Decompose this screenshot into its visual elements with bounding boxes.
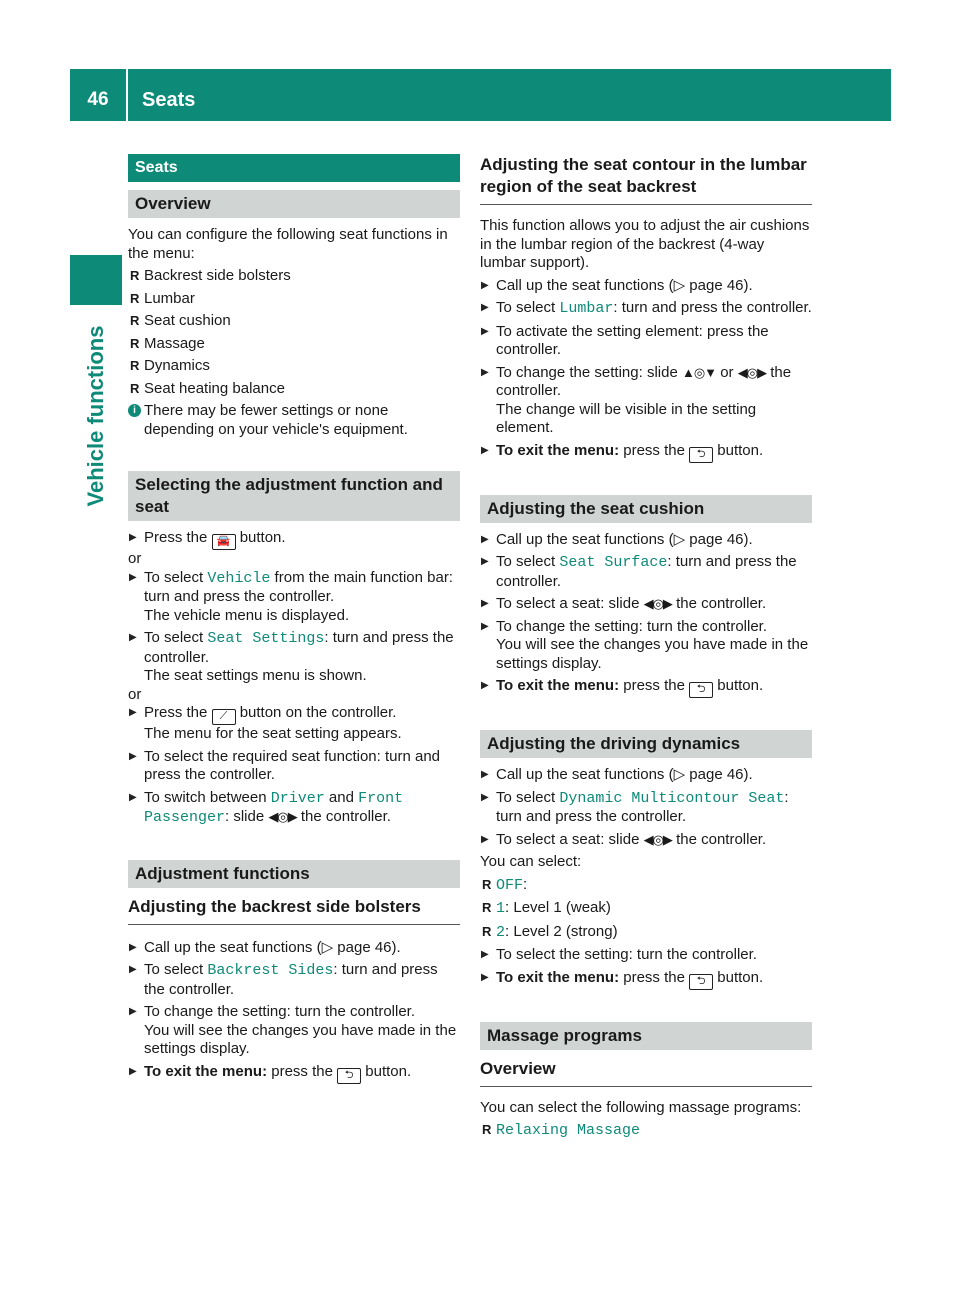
step-result: The menu for the seat setting appears. [144, 725, 402, 742]
step [128, 569, 460, 626]
step-text: button. [713, 968, 764, 986]
menu-item-front-passenger: Front Passenger [144, 789, 404, 826]
menu-item-dynamic-multicontour-seat: Dynamic Multicontour Seat [559, 789, 785, 807]
step-text: button on the controller. [235, 704, 397, 721]
menu-item-seat-surface: Seat Surface [559, 554, 668, 571]
step-text: and [324, 788, 359, 806]
info-icon: i [128, 404, 141, 417]
option-text: : [523, 875, 528, 893]
step-text: Press the [144, 529, 212, 546]
heading-massage-programs: Massage programs [480, 1022, 812, 1050]
step-text: : slide [225, 808, 269, 825]
or-text: or [128, 685, 142, 703]
step-text: button. [713, 441, 764, 459]
step-text: from the main function bar: turn and press the controller. [144, 568, 453, 605]
back-icon: ⮌ [337, 1068, 361, 1084]
step-text: To select [144, 961, 208, 978]
step-text: To select [496, 788, 560, 806]
step [480, 595, 812, 614]
list-item [480, 1121, 812, 1141]
step-text: press the [619, 677, 690, 694]
step-text: To change the setting: slide [496, 363, 682, 381]
controller-slide-icon: ◀◎▶ [737, 364, 767, 380]
heading-seat-cushion: Adjusting the seat cushion [480, 495, 812, 523]
can-select-text: You can select: [480, 853, 582, 870]
step [128, 629, 460, 686]
step-text: To select [144, 629, 208, 646]
list-item [480, 923, 812, 943]
menu-item-backrest-sides: Backrest Sides [207, 962, 334, 979]
menu-item-driver: Driver [270, 789, 325, 807]
step-text: To select a seat: slide [496, 595, 644, 612]
menu-item-level-2: 2 [496, 923, 506, 941]
side-section-label [70, 316, 122, 516]
step [128, 789, 460, 828]
page-number: 46 [87, 89, 109, 110]
step-text: button. [235, 529, 286, 546]
step-text: button. [713, 677, 764, 694]
step-text: or [716, 363, 738, 381]
step [480, 969, 812, 990]
step-text: To change the setting: turn the controller. [496, 617, 768, 635]
heading-adjustment-functions: Adjustment functions [128, 860, 460, 888]
section-bar-seats: Seats [128, 154, 460, 182]
step-label: To exit the menu: [496, 677, 620, 694]
step-text: To select a seat: slide [496, 830, 644, 848]
lumbar-intro: This function allows you to adjust the air cushions in the lumbar region of the backrest (4-way lumbar support). [480, 217, 810, 271]
step-text: the controller. [496, 363, 792, 399]
right-column [480, 154, 812, 1141]
step-text: To select [496, 553, 560, 570]
step-result: The vehicle menu is displayed. [144, 606, 350, 624]
side-tab-marker [70, 255, 122, 305]
controller-slide-icon: ◀◎▶ [268, 809, 297, 824]
step-text: : turn and press the controller. [144, 629, 454, 666]
list-item: R Seat cushion [128, 312, 460, 331]
step [480, 553, 812, 591]
step [128, 1063, 460, 1084]
step-label: To exit the menu: [144, 1062, 268, 1080]
step-result: You will see the changes you have made in the settings display. [144, 1021, 457, 1057]
subheading-backrest: Adjusting the backrest side bolsters [128, 896, 460, 925]
controller-slide-icon: ◀◎▶ [643, 831, 672, 847]
heading-overview: Overview [128, 190, 460, 218]
list-item [480, 876, 812, 896]
step [480, 618, 812, 674]
step-result: The change will be visible in the setting element. [496, 400, 757, 436]
seat-icon: ⟋ [212, 709, 236, 725]
step [480, 442, 812, 463]
step-text: the controller. [296, 808, 391, 825]
step: ▶ To activate the setting element: press the controller. [480, 323, 812, 360]
list-item [480, 899, 812, 919]
step [128, 704, 460, 744]
step: ▶ To select the required seat function: turn and press the controller. [128, 748, 460, 785]
step-text: press the [619, 441, 690, 459]
list-item: R Backrest side bolsters [128, 267, 460, 286]
back-icon: ⮌ [689, 447, 713, 463]
list-item: R Lumbar [128, 290, 460, 309]
controller-slide-icon: ◀◎▶ [643, 596, 672, 611]
header-divider [126, 69, 128, 121]
menu-item-level-1: 1 [496, 900, 506, 917]
step: ▶ Call up the seat functions (▷ page 46). [480, 766, 812, 785]
heading-selecting: Selecting the adjustment function and seat [128, 471, 460, 521]
step-text: the controller. [671, 595, 767, 612]
menu-item-vehicle: Vehicle [207, 569, 271, 587]
step-text: To switch between [144, 788, 271, 806]
step [480, 677, 812, 698]
step-text: Press the [144, 704, 212, 721]
step-text: : turn and press the controller. [613, 299, 812, 316]
step-text: To select [496, 299, 560, 316]
step [480, 831, 812, 850]
step: ▶ Call up the seat functions (▷ page 46). [128, 939, 460, 958]
menu-item-relaxing-massage: Relaxing Massage [496, 1122, 641, 1139]
list-item: R Dynamics [128, 357, 460, 376]
menu-item-lumbar: Lumbar [559, 300, 614, 317]
step-text: button. [361, 1062, 412, 1080]
heading-driving-dynamics: Adjusting the driving dynamics [480, 730, 812, 758]
step-text: press the [619, 968, 690, 986]
controller-updown-icon: ▲◎▼ [681, 364, 717, 380]
page-header [70, 69, 891, 121]
massage-intro: You can select the following massage programs: [480, 1098, 802, 1116]
step-text: To change the setting: turn the controller. [144, 1003, 416, 1020]
step-text: : turn and press the controller. [496, 788, 789, 825]
step [480, 789, 812, 827]
left-column [128, 154, 460, 1084]
overview-intro: You can configure the following seat functions in the menu: [128, 226, 448, 262]
step [128, 961, 460, 999]
option-text: : Level 2 (strong) [505, 922, 618, 940]
menu-item-off: OFF [496, 876, 524, 894]
list-item: R Massage [128, 335, 460, 354]
menu-item-seat-settings: Seat Settings [207, 630, 325, 647]
step-text: press the [267, 1062, 338, 1080]
step-label: To exit the menu: [496, 441, 620, 459]
info-note [128, 402, 460, 439]
step [480, 364, 812, 438]
info-note-text: There may be fewer settings or none depending on your vehicle's equipment. [144, 402, 408, 438]
step-result: You will see the changes you have made in the settings display. [496, 636, 809, 672]
car-icon: 🚘 [212, 534, 236, 550]
subheading-massage-overview: Overview [480, 1058, 812, 1087]
step: ▶ To select the setting: turn the controller. [480, 946, 812, 965]
subheading-lumbar: Adjusting the seat contour in the lumbar region of the seat backrest [480, 154, 812, 205]
or-text: or [128, 550, 142, 567]
step-label: To exit the menu: [496, 968, 620, 986]
step [480, 299, 812, 319]
option-text: : Level 1 (weak) [505, 899, 611, 916]
step: ▶ Call up the seat functions (▷ page 46). [480, 531, 812, 550]
step: ▶ Call up the seat functions (▷ page 46). [480, 277, 812, 296]
back-icon: ⮌ [689, 682, 713, 698]
step-text: : turn and press the controller. [496, 553, 797, 590]
step [128, 529, 460, 550]
step [128, 1003, 460, 1059]
step-text: To select [144, 568, 208, 586]
step-text: the controller. [671, 830, 767, 848]
step-text: : turn and press the controller. [144, 961, 438, 998]
side-section-text: Vehicle functions [83, 325, 108, 507]
header-title: Seats [142, 89, 196, 111]
list-item: R Seat heating balance [128, 380, 460, 399]
step-result: The seat settings menu is shown. [144, 667, 367, 684]
back-icon: ⮌ [689, 974, 713, 990]
